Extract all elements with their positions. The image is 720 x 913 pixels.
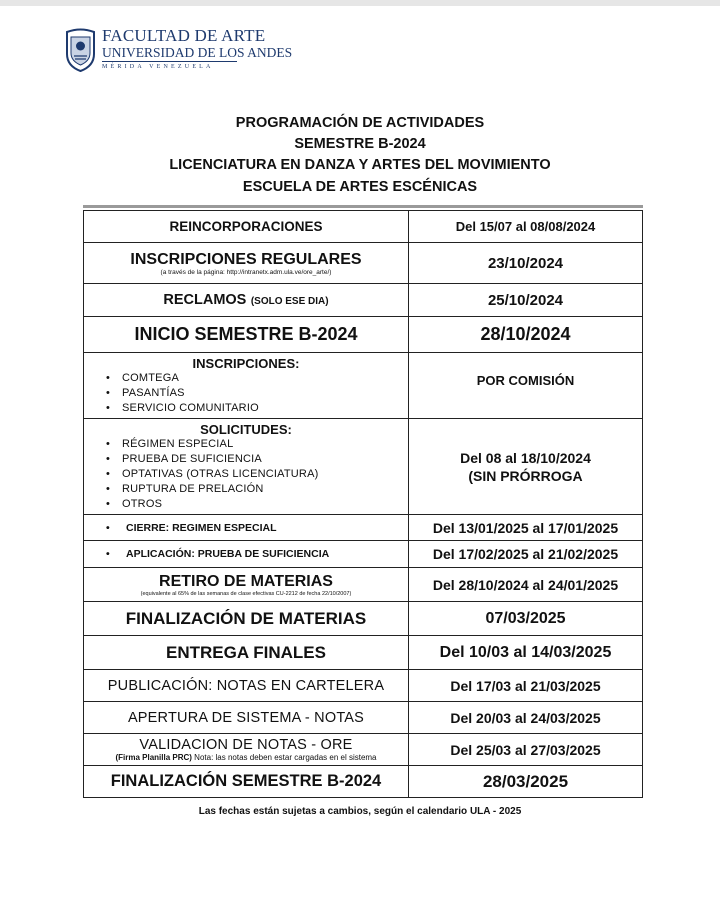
list-item: • COMTEGA	[108, 371, 404, 386]
list-item: • OTROS	[108, 497, 404, 512]
date-cell: Del 28/10/2024 al 24/01/2025	[409, 568, 643, 602]
activity-cell	[84, 353, 409, 419]
bullet-icon: •	[106, 521, 110, 534]
semester-title: SEMESTRE B-2024	[294, 136, 426, 152]
table-row	[84, 702, 643, 734]
activity-cell: INICIO SEMESTRE B-2024	[84, 317, 409, 353]
activity-cell	[84, 243, 409, 284]
activity-cell	[84, 734, 409, 766]
activity-note: (a través de la página: http://intranetx.adm.ula.ve/ore_arte/)	[160, 268, 332, 276]
table-row	[84, 353, 643, 419]
table-row	[84, 568, 643, 602]
table-top-rule	[83, 205, 643, 208]
activity-label: RECLAMOS	[163, 292, 247, 308]
logo-line-3: MÉRIDA VENEZUELA	[102, 64, 214, 70]
activity-cell: REINCORPORACIONES	[84, 211, 409, 243]
table-row	[84, 602, 643, 636]
faculty-logo	[64, 26, 293, 78]
activity-list	[88, 437, 404, 512]
table-row	[84, 317, 643, 353]
list-item: • PASANTÍAS	[108, 386, 404, 401]
activity-label: INSCRIPCIONES REGULARES	[130, 250, 362, 268]
activity-cell: FINALIZACIÓN SEMESTRE B-2024	[84, 766, 409, 798]
list-item: • SERVICIO COMUNITARIO	[108, 401, 404, 416]
date-cell: POR COMISIÓN	[409, 353, 643, 419]
logo-divider	[102, 61, 237, 62]
activity-note	[88, 753, 404, 762]
activity-note: (SOLO ESE DIA)	[250, 296, 329, 307]
date-cell: Del 20/03 al 24/03/2025	[409, 702, 643, 734]
activity-cell	[84, 419, 409, 515]
university-seal-icon	[64, 28, 97, 72]
date-cell: 28/10/2024	[409, 317, 643, 353]
bullet-icon: •	[106, 548, 110, 560]
activity-note: (equivalente al 65% de las semanas de clase efectivas CU-2212 de fecha 22/10/2007)	[140, 590, 352, 597]
activity-label: CIERRE: REGIMEN ESPECIAL	[126, 521, 277, 534]
table-row	[84, 734, 643, 766]
date-cell: 28/03/2025	[409, 766, 643, 798]
date-cell: Del 25/03 al 27/03/2025	[409, 734, 643, 766]
date-cell: Del 15/07 al 08/08/2024	[409, 211, 643, 243]
activity-label: APLICACIÓN: PRUEBA DE SUFICIENCIA	[126, 548, 330, 560]
logo-line-2: UNIVERSIDAD DE LOS ANDES	[102, 45, 293, 60]
schedule-table	[83, 210, 643, 798]
date-line-2: (SIN PRÓRROGA	[468, 467, 583, 484]
activity-label: RETIRO DE MATERIAS	[159, 572, 333, 590]
activity-cell	[84, 541, 409, 568]
date-cell	[409, 419, 643, 515]
activity-cell	[84, 515, 409, 541]
top-bar	[0, 0, 720, 6]
document-title: PROGRAMACIÓN DE ACTIVIDADES	[235, 115, 485, 131]
activity-cell: ENTREGA FINALES	[84, 636, 409, 670]
list-item: • RUPTURA DE PRELACIÓN	[108, 482, 404, 497]
activity-label: SOLICITUDES:	[200, 421, 292, 437]
activity-cell: PUBLICACIÓN: NOTAS EN CARTELERA	[84, 670, 409, 702]
activity-cell: FINALIZACIÓN DE MATERIAS	[84, 602, 409, 636]
activity-label: INSCRIPCIONES:	[192, 355, 300, 371]
activity-label: VALIDACION DE NOTAS - ORE	[139, 737, 353, 753]
list-item: • RÉGIMEN ESPECIAL	[108, 437, 404, 452]
table-row	[84, 211, 643, 243]
activity-cell	[84, 568, 409, 602]
logo-line-1: FACULTAD DE ARTE	[102, 26, 266, 45]
table-row	[84, 419, 643, 515]
footer-disclaimer: Las fechas están sujetas a cambios, según el calendario ULA - 2025	[198, 806, 522, 817]
date-cell: 07/03/2025	[409, 602, 643, 636]
date-cell: Del 17/02/2025 al 21/02/2025	[409, 541, 643, 568]
school-title: ESCUELA DE ARTES ESCÉNICAS	[242, 179, 478, 195]
date-cell: Del 10/03 al 14/03/2025	[409, 636, 643, 670]
table-row	[84, 670, 643, 702]
note-bold: (Firma Planilla PRC)	[115, 753, 192, 762]
table-row	[84, 541, 643, 568]
note-text: Nota: las notas deben estar cargadas en el sistema	[191, 753, 377, 762]
list-item: • PRUEBA DE SUFICIENCIA	[108, 452, 404, 467]
table-row	[84, 766, 643, 798]
date-line-1: Del 08 al 18/10/2024	[460, 449, 591, 466]
table-row	[84, 515, 643, 541]
date-cell: 25/10/2024	[409, 284, 643, 317]
list-item: • OPTATIVAS (OTRAS LICENCIATURA)	[108, 467, 404, 482]
activity-cell: APERTURA DE SISTEMA - NOTAS	[84, 702, 409, 734]
activity-cell	[84, 284, 409, 317]
table-row	[84, 636, 643, 670]
table-row	[84, 284, 643, 317]
date-cell: Del 13/01/2025 al 17/01/2025	[409, 515, 643, 541]
date-cell: Del 17/03 al 21/03/2025	[409, 670, 643, 702]
activity-list	[88, 371, 404, 416]
program-title: LICENCIATURA EN DANZA Y ARTES DEL MOVIMIENTO	[169, 157, 551, 173]
date-cell: 23/10/2024	[409, 243, 643, 284]
table-row	[84, 243, 643, 284]
